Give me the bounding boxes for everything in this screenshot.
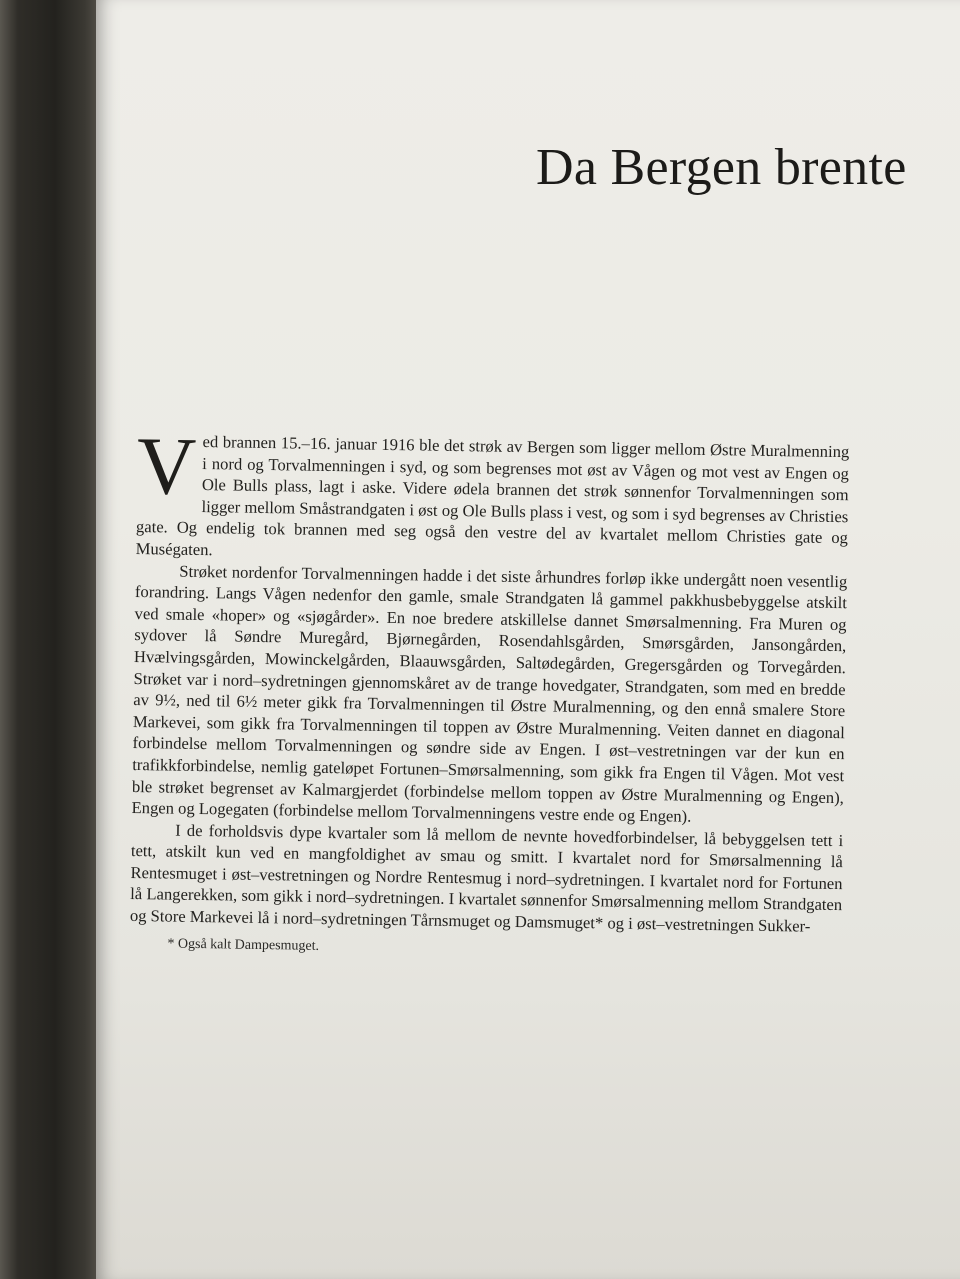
footnote: * Også kalt Dampesmuget. bbox=[167, 936, 320, 954]
paragraph-2: Strøket nordenfor Torvalmenningen hadde i det siste århundres forløp ikke undergått noen vesentlig forandring. Langs Vågen nedenfor den gamle, smale Strandgaten lå gammel pakkhusbebyggelse atskilt ved smale «hoper» og «sjøgårder». En noe bredere atskillelse dannet Smørsalmenning. Fra Muren og sydover lå Søndre Muregård, Bjørnegården, Rosendahlsgården, Smørsgården, Jansongården, Hvælvingsgården, Mowinckelgården, Blaauwsgården, Saltødegården, Gregersgården og Torvegården. Strøket var i nord–sydretningen gjennomskåret av de trange hovedgater, Strandgaten, som med en bredde av 9½, ned til 6½ meter gikk fra Torvalmenningen til Østre Muralmenning, og den ennå smalere Store Markevei, som gikk fra Torvalmenningen til toppen av Østre Muralmenning. Veiten dannet en diagonal forbindelse mellom Torvalmenningen og søndre side av Engen. I øst–vestretningen var der kun en trafikkforbindelse, nemlig gateløpet Fortunen–Smørsalmenning, som gikk fra Engen til Vågen. Mot vest ble strøket begrenset av Kalmargjerdet (forbindelse mellom toppen av Østre Muralmenning og Engen), Engen og Logegaten (forbindelse mellom Torvalmenningens vestre ende og Engen). bbox=[131, 561, 848, 826]
article-body bbox=[129, 400, 850, 964]
book-binding-edge bbox=[0, 0, 100, 1279]
paragraph-1 bbox=[135, 400, 849, 571]
page-title: Da Bergen brente bbox=[536, 139, 907, 196]
paragraph-3: I de forholdsvis dype kvartaler som lå mellom de nevnte hovedforbindelser, lå bebyggelsen tett i tett, atskilt kun ved en mangfoldighet av smau og smitt. I kvartalet nord for Smørsalmenning lå Rentesmuget i øst–vestretningen og Nordre Rentesmug i nord–sydretningen. I kvartalet nord for Fortunen lå Langerekken, som gikk i nord–sydretningen. I kvartalet sønnenfor Smørsalmenning mellom Strandgaten og Store Markevei lå i nord–sydretningen Tårnsmuget og Damsmuget* og i øst–vestretningen Sukker- bbox=[129, 820, 844, 936]
drop-cap: V bbox=[136, 419, 197, 512]
paragraph-1-text: ed brannen 15.–16. januar 1916 ble det strøk av Bergen som ligger mellom Østre Muralmenning i nord og Torvalmenningen i syd, og som begrenses mot øst av Vågen og mot vest av Engen og Ole Bulls plass, lagt i aske. Videre ødela brannen det strøk sønnenfor Torvalmenningen som ligger mellom Småstrandgaten i øst og Ole Bulls plass i vest, og som i syd begrenses av Christies gate. Og endelig tok brannen med seg også den vestre del av kvartalet mellom Christies gate og Muségaten. bbox=[135, 432, 850, 560]
